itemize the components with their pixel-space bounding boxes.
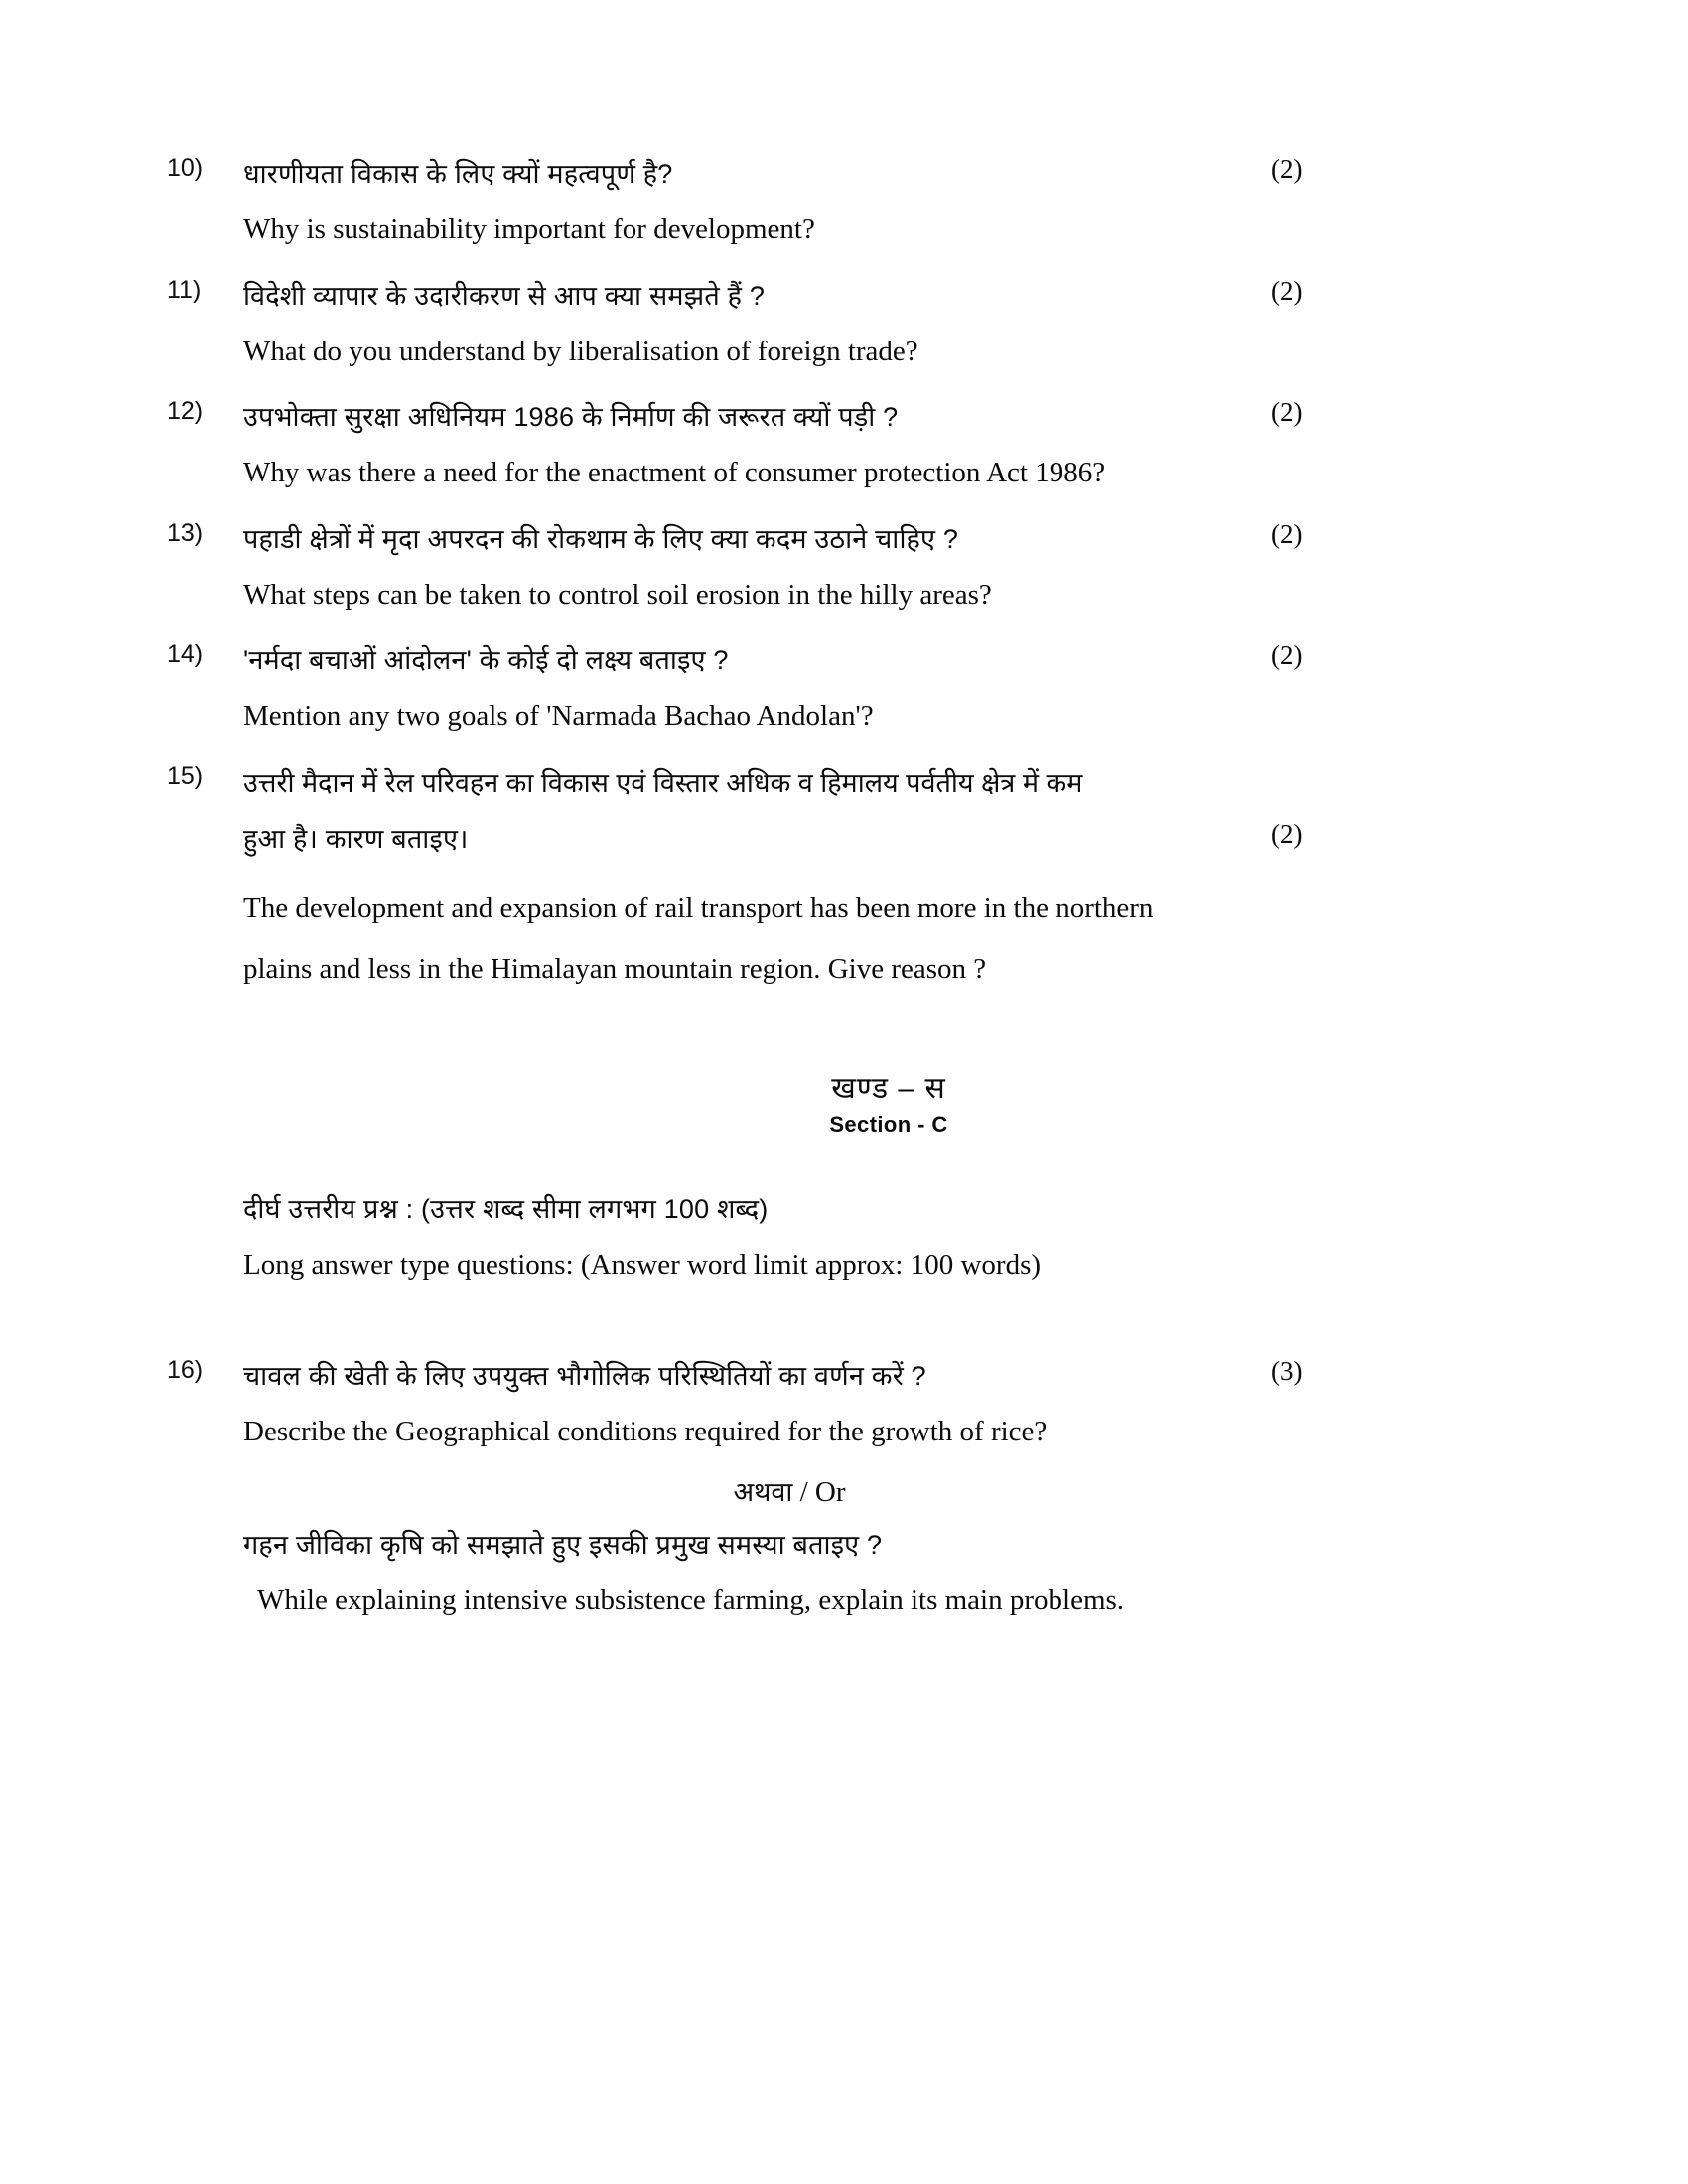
question-text-english: Mention any two goals of 'Narmada Bachao Andolan'? [243,700,874,733]
question-marks: (2) [1271,397,1303,428]
or-label-english: Or [814,1475,846,1508]
question-item-16 [167,1356,1534,1622]
or-separator: / [792,1475,815,1508]
question-marks: (2) [1271,518,1303,549]
question-body [243,1356,1534,1622]
question-text-english: Why is sustainability important for development? [243,213,815,246]
question-text-english-block [243,886,1479,993]
section-heading-block [243,1070,1534,1138]
alternate-question-text-english: While explaining intensive subsistence farming, explain its main problems. [257,1583,1125,1616]
question-text-hindi: चावल की खेती के लिए उपयुक्त भौगोलिक परिस्थितियों का वर्णन करें ? [243,1361,926,1392]
question-text-hindi: 'नर्मदा बचाओं आंदोलन' के कोई दो लक्ष्य बताइए ? [243,645,729,676]
question-body [243,397,1534,495]
question-text-english-line-1 [243,886,1479,932]
question-body [243,640,1534,739]
question-text-english-line-2: plains and less in the Himalayan mountain region. Give reason ? [243,953,987,986]
question-number: 13) [167,518,204,547]
question-item-13 [167,518,1534,617]
question-text-english: Describe the Geographical conditions required for the growth of rice? [243,1416,1048,1448]
question-marks: (2) [1271,275,1303,306]
question-text-hindi: विदेशी व्यापार के उदारीकरण से आप क्या समझते हैं ? [243,280,766,311]
page-content [167,154,1534,1628]
question-text-hindi: उपभोक्ता सुरक्षा अधिनियम 1986 के निर्माण की जरूरत क्यों पड़ी ? [243,402,899,433]
question-number: 16) [167,1356,204,1385]
section-instructions [243,1189,1534,1288]
question-text-english: What do you understand by liberalisation of foreign trade? [243,335,918,367]
question-number: 12) [167,397,204,426]
question-body [243,762,1534,994]
instruction-english: Long answer type questions: (Answer word limit approx: 100 words) [243,1248,1042,1281]
question-number: 14) [167,640,204,669]
question-item-15 [167,761,1534,994]
question-item-14 [167,640,1534,739]
english-line-1-text: The development and expansion of rail transport has been more in the northern [243,892,1154,925]
question-body [243,519,1534,617]
or-label-hindi: अथवा [733,1476,793,1507]
question-item-12 [167,397,1534,495]
or-divider [243,1472,1534,1509]
question-marks: (2) [1271,640,1303,671]
question-text-hindi-line-2: हुआ है। कारण बताइए। [243,824,469,855]
question-text-hindi-block [243,762,1519,806]
question-text-english: Why was there a need for the enactment of consumer protection Act 1986? [243,457,1106,489]
question-item-11 [167,275,1534,374]
instruction-hindi: दीर्घ उत्तरीय प्रश्न : (उत्तर शब्द सीमा लगभग 100 शब्द) [243,1193,769,1224]
question-text-hindi: धारणीयता विकास के लिए क्यों महत्वपूर्ण है? [243,159,673,189]
question-number: 11) [167,275,202,304]
question-number: 15) [167,761,204,790]
question-item-10 [167,154,1534,252]
question-marks: (3) [1271,1356,1303,1387]
question-marks: (2) [1271,819,1303,850]
question-text-english: What steps can be taken to control soil erosion in the hilly areas? [243,578,992,611]
question-number: 10) [167,154,204,182]
alternate-question-text-hindi: गहन जीविका कृषि को समझाते हुए इसकी प्रमुख समस्या बताइए ? [243,1529,883,1560]
question-text-hindi-line-1: उत्तरी मैदान में रेल परिवहन का विकास एवं विस्तार अधिक व हिमालय पर्वतीय क्षेत्र में कम [243,767,1083,798]
question-marks: (2) [1271,154,1303,184]
section-heading-hindi: खण्ड – स [831,1072,946,1106]
question-body [243,154,1534,252]
section-heading-english: Section - C [829,1111,948,1137]
question-text-hindi: पहाडी क्षेत्रों में मृदा अपरदन की रोकथाम के लिए क्या कदम उठाने चाहिए ? [243,523,959,554]
question-body [243,276,1534,374]
